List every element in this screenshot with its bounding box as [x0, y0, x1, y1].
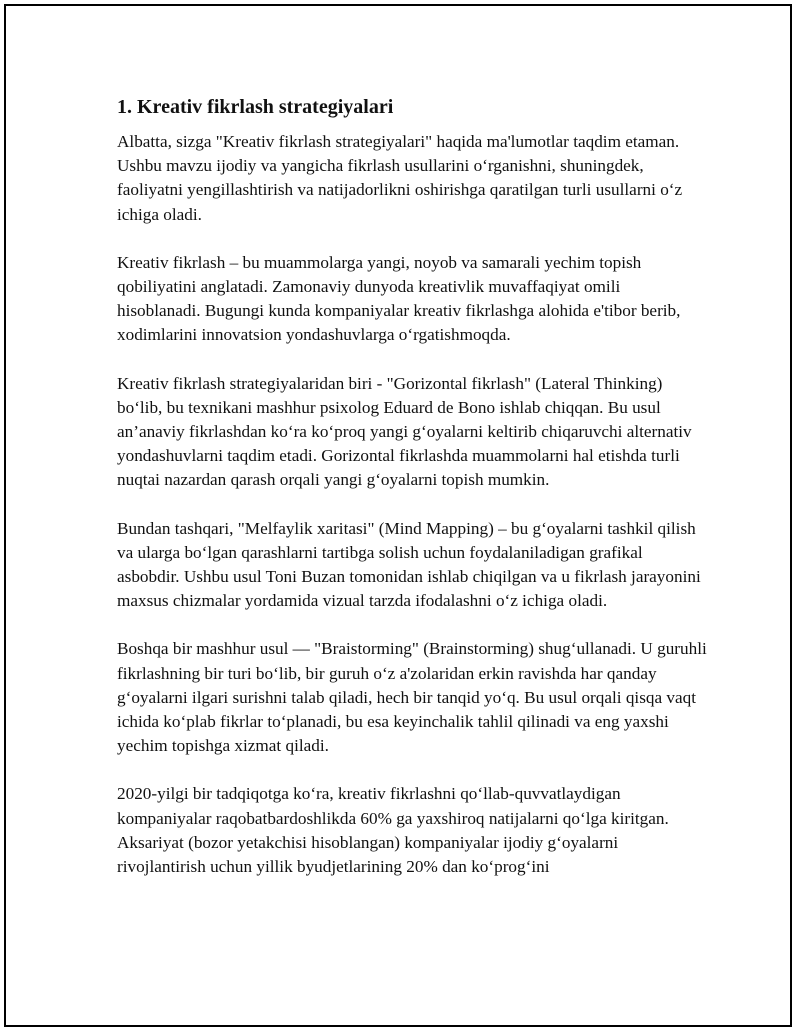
paragraph-research: 2020-yilgi bir tadqiqotga koʻra, kreativ fikrlashni qoʻllab-quvvatlaydigan kompaniyalar raqobatbardoshlikda 60% ga yaxshiroq natijalarni qoʻlga kiritgan. Aksariyat (bozor yetakchisi hisoblangan) kompaniyalar ijodiy gʻoyalarni rivojlantirish uchun yillik byudjetlarining 20% dan koʻprogʻini: [117, 784, 669, 877]
paragraph-intro: Albatta, sizga "Kreativ fikrlash strategiyalari" haqida ma'lumotlar taqdim etaman. Ushbu mavzu ijodiy va yangicha fikrlash usullarini oʻrganishni, shuningdek, faoliyatni yengillashtirish va natijadorlikni oshirishga qaratilgan turli usullarni oʻz ichiga oladi.: [117, 132, 683, 224]
paragraph-mind-mapping: Bundan tashqari, "Melfaylik xaritasi" (Mind Mapping) – bu gʻoyalarni tashkil qilish va ularga boʻlgan qarashlarni tartibga solish uchun foydalaniladigan grafikal asbobdir. Ushbu usul Toni Buzan tomonidan ishlab chiqilgan va u fikrlash jarayonini maxsus chizmalar yordamida vizual tarzda ifodalashni oʻz ichiga oladi.: [117, 518, 701, 611]
paragraph-lateral-thinking: Kreativ fikrlash strategiyalaridan biri - "Gorizontal fikrlash" (Lateral Thinking) boʻlib, bu texnikani mashhur psixolog Eduard de Bono ishlab chiqqan. Bu usul an’anaviy fikrlashdan koʻra koʻproq yangi gʻoyalarni keltirib chiqaruvchi alternativ yondashuvlarni taqdim etadi. Gorizontal fikrlashda muammolarni hal etishda turli nuqtai nazardan qarash orqali yangi gʻoyalarni topish mumkin.: [117, 373, 692, 490]
document-body: [117, 94, 707, 903]
section-heading: 1. Kreativ fikrlash strategiyalari: [117, 96, 394, 118]
paragraph-brainstorming: Boshqa bir mashhur usul — "Braistorming" (Brainstorming) shugʻullanadi. U guruhli fikrlashning bir turi boʻlib, bir guruh oʻz a'zolaridan erkin ravishda har qanday gʻoyalarni ilgari surishni talab qiladi, hech bir tanqid yoʻq. Bu usul orqali qisqa vaqt ichida koʻplab fikrlar toʻplanadi, bu esa keyinchalik tahlil qilinadi va eng yaxshi yechim topishga xizmat qiladi.: [117, 639, 707, 756]
paragraph-definition: Kreativ fikrlash – bu muammolarga yangi, noyob va samarali yechim topish qobiliyatini anglatadi. Zamonaviy dunyoda kreativlik muvaffaqiyat omili hisoblanadi. Bugungi kunda kompaniyalar kreativ fikrlashga alohida e'tibor berib, xodimlarini innovatsion yondashuvlarga oʻrgatishmoqda.: [117, 252, 681, 345]
